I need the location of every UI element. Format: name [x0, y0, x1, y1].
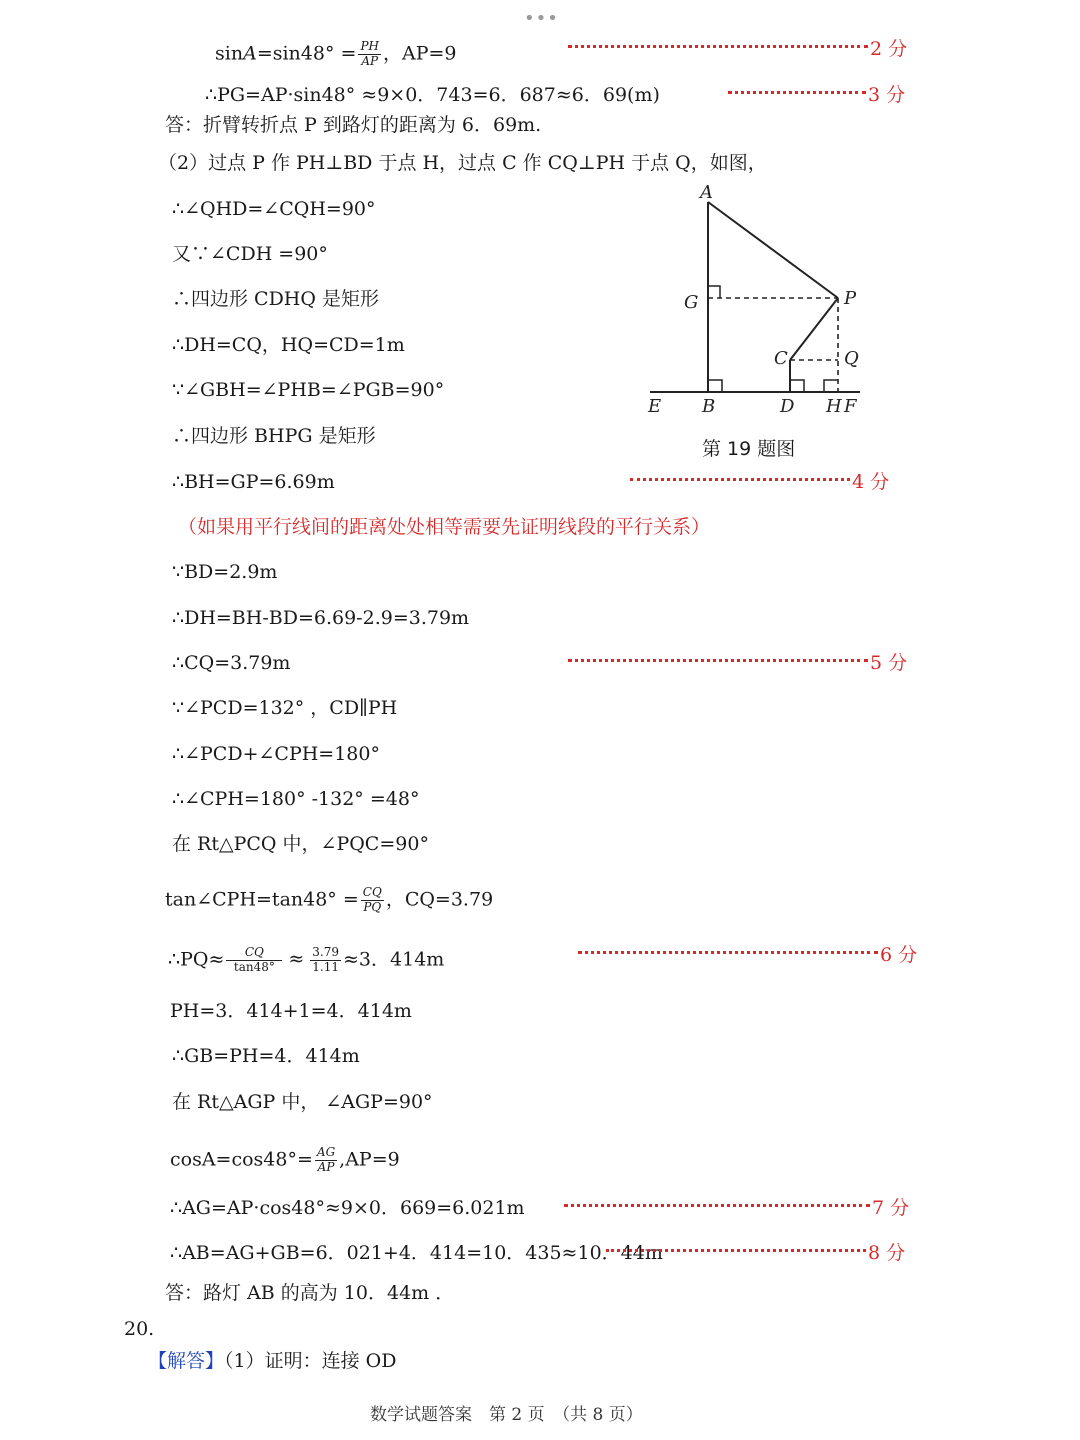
step-ag: ∴AG=AP·cos48°≈9×0．669=6.021m	[170, 1197, 525, 1219]
label-p: P	[844, 288, 857, 309]
step-bd: ∵BD=2.9m	[172, 561, 278, 583]
fraction-denominator: PQ	[363, 899, 382, 914]
score-marker-5	[568, 654, 907, 673]
step-ph: PH=3．414+1=4．414m	[170, 1000, 412, 1022]
pq-value: ≈3．414m	[343, 948, 445, 971]
step-gb: ∴GB=PH=4．414m	[172, 1045, 360, 1067]
step-cos-a	[170, 1146, 400, 1175]
ap-value: ,AP=9	[339, 1148, 400, 1171]
step-pq	[168, 946, 444, 975]
fraction-numerator: AG	[316, 1145, 336, 1159]
score-label: 7 分	[872, 1197, 910, 1219]
label-d: D	[780, 396, 795, 417]
answer-part1: 答：折臂转折点 P 到路灯的距离为 6．69m.	[165, 114, 542, 136]
approx-sign: ≈	[288, 948, 305, 971]
score-marker-6	[578, 946, 917, 965]
geometry-figure	[640, 180, 870, 420]
step-rt-agp: 在 Rt△AGP 中， ∠AGP=90°	[172, 1091, 433, 1113]
fraction-denominator: 1.11	[312, 959, 340, 974]
step-cq: ∴CQ=3.79m	[172, 652, 291, 674]
segment-ap	[708, 202, 838, 298]
step-angle-cdh: 又∵∠CDH =90°	[172, 243, 328, 265]
step-pg: ∴PG=AP·sin48° ≈9×0．743=6．687≈6．69(m)	[205, 84, 660, 106]
label-b: B	[702, 396, 716, 417]
score-marker-2	[568, 40, 907, 59]
step-pcd-cph-sum: ∴∠PCD+∠CPH=180°	[172, 743, 380, 765]
score-label: 3 分	[868, 84, 906, 106]
score-label: 5 分	[870, 652, 908, 674]
step-rect-cdhq: ∴四边形 CDHQ 是矩形	[172, 288, 379, 310]
segment-pc	[790, 298, 838, 360]
step-bh-gp: ∴BH=GP=6.69m	[172, 471, 335, 493]
part2-intro: （2）过点 P 作 PH⊥BD 于点 H，过点 C 作 CQ⊥PH 于点 Q，如图，	[158, 152, 767, 174]
solution-text: （1）证明：连接 OD	[224, 1350, 397, 1372]
step-rt-pcq: 在 Rt△PCQ 中，∠PQC=90°	[172, 833, 429, 855]
score-label: 6 分	[880, 944, 918, 966]
fraction-numerator: 3.79	[312, 945, 340, 959]
angle-a-label: A	[243, 42, 257, 65]
right-angle-h	[824, 380, 838, 392]
fraction-379-111	[310, 946, 341, 975]
label-q: Q	[844, 348, 859, 369]
step-tan-cph	[165, 886, 493, 915]
step-ab: ∴AB=AG+GB=6．021+4．414=10．435≈10．44m	[170, 1242, 663, 1264]
step-dh-calc: ∴DH=BH-BD=6.69-2.9=3.79m	[172, 607, 470, 629]
fraction-cq-pq	[361, 886, 384, 915]
fraction-numerator: PH	[360, 39, 379, 53]
step-pcd-parallel: ∵∠PCD=132° ，CD∥PH	[172, 697, 398, 719]
label-h: H	[826, 396, 842, 417]
right-angle-g	[708, 286, 720, 298]
fraction-numerator: CQ	[226, 946, 282, 961]
sin-equal: =sin48° =	[256, 42, 357, 65]
step-dh-cq: ∴DH=CQ，HQ=CD=1m	[172, 334, 405, 356]
pq-label: ∴PQ≈	[168, 948, 225, 971]
score-marker-3	[728, 86, 905, 105]
right-angle-b	[708, 380, 722, 392]
score-marker-4	[630, 473, 889, 492]
fraction-ag-ap	[315, 1146, 337, 1175]
fraction-cq-tan	[226, 946, 282, 975]
score-label: 4 分	[852, 471, 890, 493]
right-angle-d	[790, 380, 804, 392]
step-angles-gbh: ∵∠GBH=∠PHB=∠PGB=90°	[172, 379, 445, 401]
score-marker-7	[564, 1199, 909, 1218]
question-number: 20.	[124, 1318, 155, 1340]
cos-label: cosA=cos48°=	[170, 1148, 313, 1171]
solution-header	[148, 1352, 396, 1371]
step-sin-a	[215, 40, 457, 69]
fraction-denominator: AP	[361, 53, 379, 68]
step-cph: ∴∠CPH=180° -132° =48°	[172, 788, 420, 810]
label-e: E	[648, 396, 662, 417]
label-f: F	[844, 396, 857, 417]
tan-label: tan∠CPH=tan48° =	[165, 888, 359, 911]
score-label: 2 分	[870, 38, 908, 60]
cq-value: ，CQ=3.79	[385, 888, 494, 911]
score-marker-8	[606, 1244, 905, 1263]
fraction-ph-ap	[358, 40, 381, 69]
step-angles-qhd: ∴∠QHD=∠CQH=90°	[172, 198, 376, 220]
score-label: 8 分	[868, 1242, 906, 1264]
fraction-numerator: CQ	[362, 885, 382, 899]
figure-caption: 第 19 题图	[702, 438, 796, 460]
ap-value: ，AP=9	[382, 42, 457, 65]
fraction-denominator: tan48°	[233, 959, 275, 974]
page-footer: 数学试题答案 第 2 页 （共 8 页）	[370, 1405, 643, 1425]
label-g: G	[684, 292, 699, 313]
sin-label: sin	[215, 42, 244, 65]
fraction-denominator: AP	[317, 1159, 335, 1174]
red-note: （如果用平行线间的距离处处相等需要先证明线段的平行关系）	[178, 516, 711, 538]
step-rect-bhpg: ∴四边形 BHPG 是矩形	[172, 425, 376, 447]
label-c: C	[774, 348, 788, 369]
label-a: A	[700, 182, 713, 203]
answer-part2: 答：路灯 AB 的高为 10．44m ．	[165, 1282, 455, 1304]
solution-tag: 【解答】	[148, 1350, 225, 1372]
more-options-icon[interactable]: •••	[524, 8, 559, 29]
